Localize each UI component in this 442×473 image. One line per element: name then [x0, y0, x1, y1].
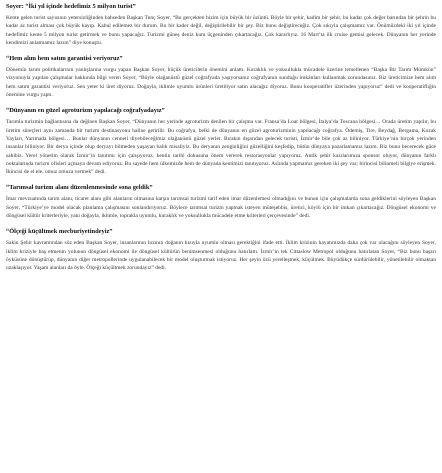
section-paragraph: Kente gelen turist sayısının yetersizliğinden bahseden Başkan Tunç Soyer, “Bu gerçekten bizim için büyük bir üzüntü. Böyle bir şehir, kadim bir şehir, bu kadar çok değer barından bir şehrin bu kadar az turist alması çok büyük kayıp. Kabul edilemez bir durum. Bu bir kader değil, değiştirilebilir bir şey. Biz bunu değiştireceğiz. Çok sıkıyla çalışmamız var. Önümüzdeki iki yıl içinde hedefimiz kente 5 milyon turist getirmek ve bunu yapacağız. Turizmi güneş deniz kum üçgeninden çıkartacağız. Çok kararlıyız. 16 Mart’ta ilk cruise gemisi gelecek. Dünyanın her yerinde kendimizi anlatmamız lazım” diye konuştu.	[6, 15, 436, 46]
section-paragraph: Tarımla turizmin bağlantısına da değinen Başkan Soyer, “Dünyanın her yerinde agroturizm denilen bir çalışma var. Fransa’da Loar bölgesi, İtalya’da Toscana bölgesi… Orada üretim yapılır, bu üretim süreçleri aynı zamanda bir turizm destinasyonu haline getirilir. Bu coğrafya, belki de dünyanın en güzel agroturizminin yapılacağı coğrafya. Ödemiş, Tire, Beydağ, Bergama, Kozak Yayları, Yarımada bölgesi… Bunlar dünyanın cenneti diyebileceğimiz olağanüstü güzel yerler. Bırakın dışarıdan gelecek turisti, İzmir’de bile çok az biliniyor. Türkiye’nin birçok yerinden insanlar biliniyor. Bir derya içinde olup deryayı bilmeden yaşayan balık misaliyiz. Bu deryanın zenginliğini güzelliğini keşfedip, bütün dünyaya pazarlamamız lazım. Biz bunu becerecek güce sahibiz. Yerel yönetim olarak İzmir’in tanıtımı için çalışıyoruz, kentin tarihi dokusuna önem vererek restorasyonlar yapıyoruz. Antik şehir kazılarımıza sponsor oluyor, dünyanın farklı noktalarında turizm ofisleri açmaya devam ediyoruz. Bu sayede hem ülkemizde hem de dünyada kentimizi tanıtıyoruz. Aslında yapmamız gereken iki şey var; birincisi bilinmeli bilgiye erişmek. İkincisi de el ele, omuz omuza vermek” dedi.	[6, 119, 436, 176]
section-paragraph: Sakin Şehir kavramından söz eden Başkan Soyer, insanlarının hızının doğanın hızıyla uyumlu olması gerektiğini ifade etti. İklim krizinin hayatımızda daha çok var olacağını söyleyen Soyer, iklim kriziyle baş etmenin yolunun döngüsel ekonomi ile döngüsel kültürün benimsenmesi olduğunu hatırlattı. İzmir’in tek Cittaslow Metropol olduğunu hatırlatan Soyer, “Biz bunu başarı öyküsüne dönüştürüp, dünyanın diğer metropollerinde uygulanabilecek bir model oluşturmak istiyoruz. Her şeyin özü yerelleşmek, küçülmek. Büyüdükçe sürdürülebilir, yönetilebilir olmaktan uzaklaşıyor. Yaşam alanları da öyle. Ölçeği küçültmek zorundayız” dedi.	[6, 240, 436, 272]
section-heading: Soyer: “İki yıl içinde hedefimiz 5 milyon turist”	[6, 3, 136, 10]
section-heading: “Tarımsal turizm alanı düzenlenmesinde sona geldik”	[6, 184, 153, 192]
section-agricultural-tourism-zoning	[6, 184, 436, 220]
section-purchase-guarantee	[6, 55, 436, 99]
section-heading: “Hem alım hem satım garantisi veriyoruz”	[6, 55, 123, 63]
section-agrotourism	[6, 107, 436, 176]
section-heading: “Dünyanın en güzel agroturizm yapılacağı coğrafyadayız”	[6, 107, 165, 115]
section-paragraph: Dönemin tarım politikalarının yanlışlarına vurgu yapan Başkan Soyer, küçük üreticilerin önemini anlattı. Kuraklık ve yoksullukla mücadele üzerine temellenen “Başka Bir Tarım Mümkün” vizyonuyla yapılan çalışmalar hakkında bilgi veren Soyer, “Böyle olağanüstü güzel coğrafyada yaşıyorsanız coğrafyanın sunduğu imkânları kullanmak zorundasınız. Biz üreticimize hem alım hem satım garantisi veriyoruz. Sen yeter ki üret diyoruz. Doğayla, iklimle uyumlu ürünleri üretiliyor satın alacağız diyoruz. Bunu kooperatifler üzerinden yapıyoruz” dedi ve kooperatifliğin önemine vurgu yaptı.	[6, 67, 436, 99]
section-tourism-goal	[6, 3, 436, 47]
section-paragraph: İmar mevzuatında tarım alanı, ticaret alanı gibi alanların olmasına karşın tarımsal turizmi tarif eden imar düzenlemesi olmadığını ve bunun için çalışmalarda sona geldiklerini söyleyen Başkan Soyer, “Türkiye’ye model olacak planlama çalışmasını sonlandırıyoruz. Böylece tarımsal turizm yapmak isteyen müteşebbis, üretici, köylü için bir imkan çıkartacağız. Döngüsel ekonomi ve döngüsel kültür kriterleriyle, yani doğayla, iklimle, toprakla uyumlu, kuraklık ve yoksullukla mücadele etme kriterleri çerçevesinde” dedi.	[6, 196, 436, 220]
section-reduce-scale	[6, 228, 436, 272]
section-heading: “Ölçeği küçültmek mecburiyetindeyiz”	[6, 228, 113, 236]
